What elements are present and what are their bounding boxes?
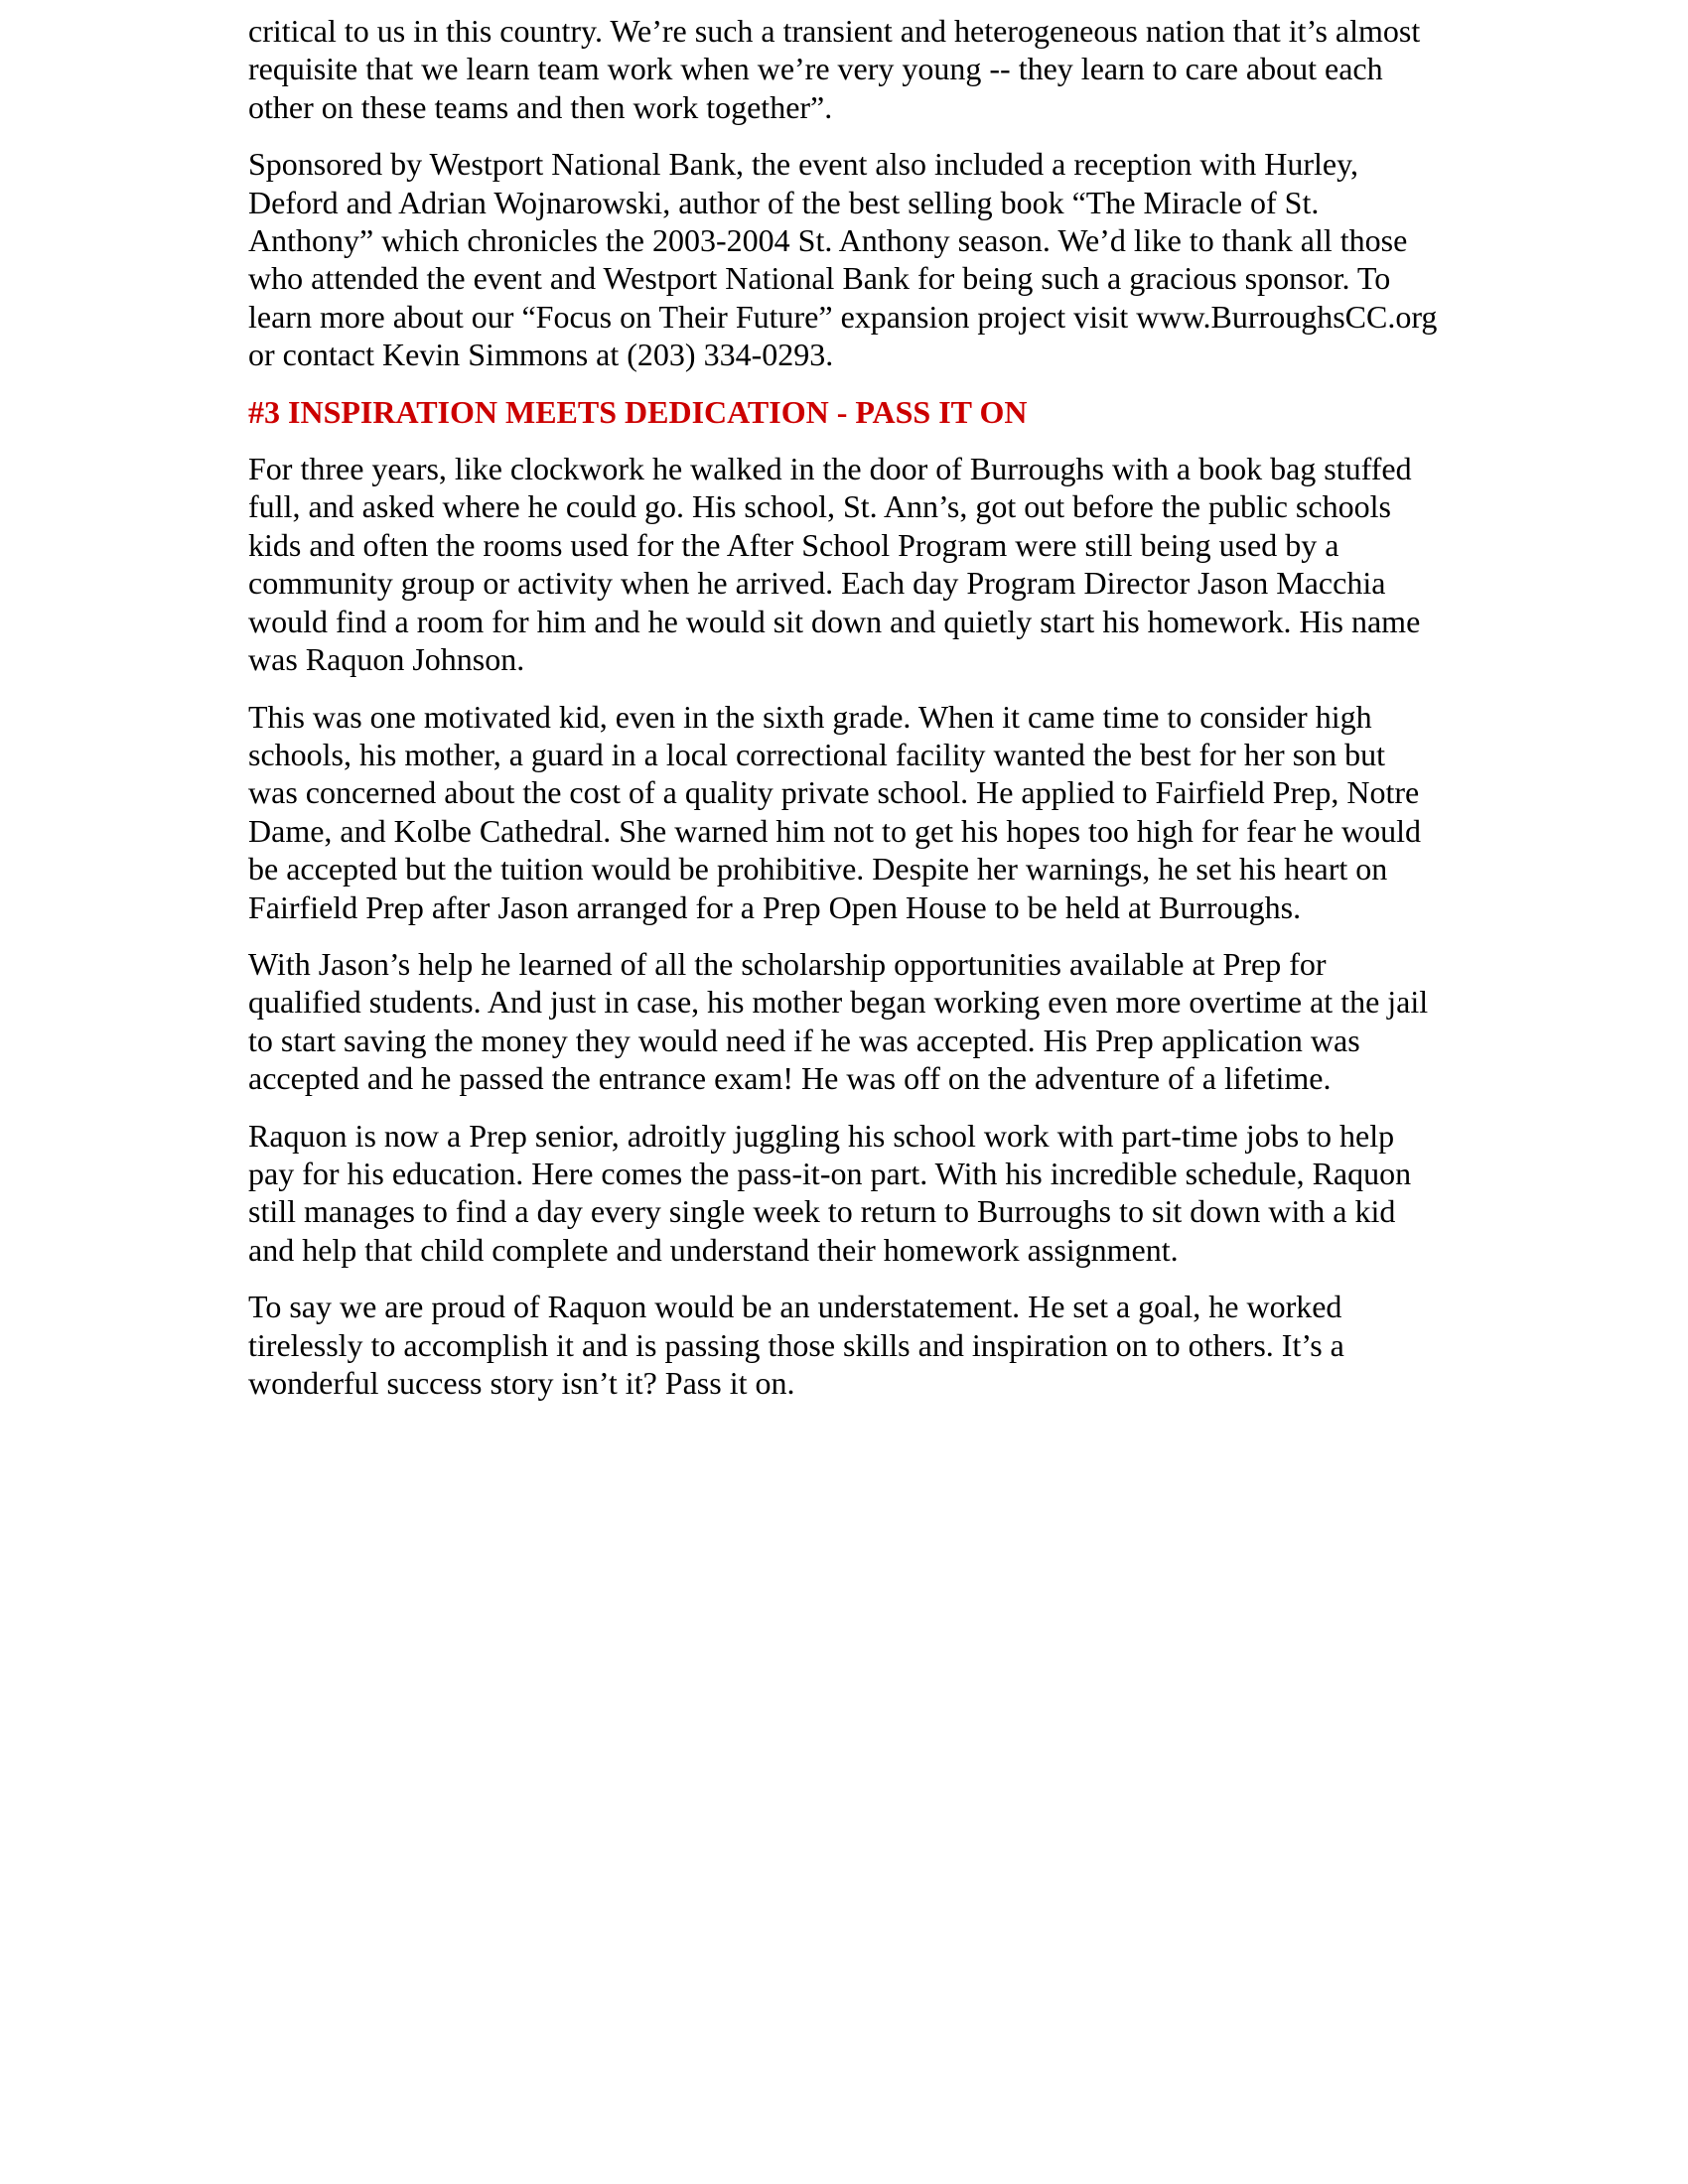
section-heading: #3 INSPIRATION MEETS DEDICATION - PASS IT ON [248, 393, 1028, 430]
paragraph-clockwork: For three years, like clockwork he walked in the door of Burroughs with a book bag stuffed full, and asked where he could go. His school, St. Ann’s, got out before the public schools kids and often the rooms used for the After School Program were still being used by a community group or activity when he arrived. Each day Program Director Jason Macchia would find a room for him and he would sit down and quietly start his homework. His name was Raquon Johnson. [248, 451, 1421, 678]
paragraph-motivated-kid: This was one motivated kid, even in the sixth grade. When it came time to consider high schools, his mother, a guard in a local correctional facility wanted the best for her son but was concerned about the cost of a quality private school. He applied to Fairfield Prep, Notre Dame, and Kolbe Cathedral. She warned him not to get his hopes too high for fear he would be accepted but the tuition would be prohibitive. Despite her warnings, he set his heart on Fairfield Prep after Jason arranged for a Prep Open House to be held at Burroughs. [248, 698, 1422, 925]
paragraph-prep-senior: Raquon is now a Prep senior, adroitly juggling his school work with part-time jobs to help pay for his education. Here comes the pass-it-on part. With his incredible schedule, Raquon still manages to find a day every single week to return to Burroughs to sit down with a kid and help that child complete and understand their homework assignment. [248, 1117, 1412, 1268]
paragraph-proud: To say we are proud of Raquon would be an understatement. He set a goal, he worked tirelessly to accomplish it and is passing those skills and inspiration on to others. It’s a wonderful success story isn’t it? Pass it on. [248, 1289, 1344, 1401]
paragraph-team-work-quote: critical to us in this country. We’re such a transient and heterogeneous nation that it’s almost requisite that we learn team work when we’re very young -- they learn to care about each other on these teams and then work together”. [248, 13, 1421, 125]
paragraph-sponsor: Sponsored by Westport National Bank, the event also included a reception with Hurley, Deford and Adrian Wojnarowski, author of the best selling book “The Miracle of St. Anthony” which chronicles the 2003-2004 St. Anthony season. We’d like to thank all those who attended the event and Westport National Bank for being such a gracious sponsor. To learn more about our “Focus on Their Future” expansion project visit www.BurroughsCC.org or contact Kevin Simmons at (203) 334-0293. [248, 146, 1438, 373]
document-body [248, 12, 1440, 1421]
paragraph-scholarship: With Jason’s help he learned of all the scholarship opportunities available at Prep for qualified students. And just in case, his mother began working even more overtime at the jail to start saving the money they would need if he was accepted. His Prep application was accepted and he passed the entrance exam! He was off on the adventure of a lifetime. [248, 945, 1429, 1097]
